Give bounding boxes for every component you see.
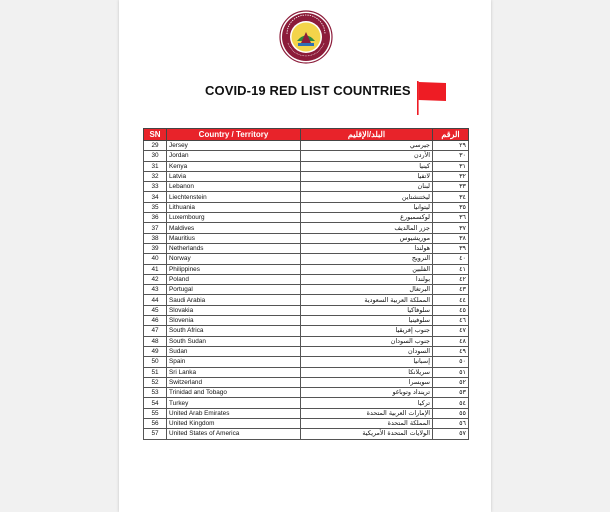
row-sn: 50: [144, 357, 167, 367]
row-sn: 32: [144, 171, 167, 181]
row-country-ar: ليختنشتاين: [301, 192, 433, 202]
table-row: [144, 408, 469, 418]
row-sn: 38: [144, 233, 167, 243]
row-num-ar: ٤٨: [433, 336, 469, 346]
table-row: [144, 171, 469, 181]
table-row: [144, 243, 469, 253]
row-num-ar: ٤٠: [433, 254, 469, 264]
row-country-ar: سلوفاكيا: [301, 305, 433, 315]
row-country-ar: البرتغال: [301, 285, 433, 295]
row-num-ar: ٣٤: [433, 192, 469, 202]
row-country: Sudan: [167, 346, 301, 356]
row-country: Slovenia: [167, 316, 301, 326]
row-sn: 42: [144, 274, 167, 284]
table-row: [144, 213, 469, 223]
row-num-ar: ٥٦: [433, 419, 469, 429]
table-row: [144, 388, 469, 398]
row-num-ar: ٣٣: [433, 182, 469, 192]
table-row: [144, 285, 469, 295]
table-row: [144, 141, 469, 151]
row-sn: 37: [144, 223, 167, 233]
table-row: [144, 377, 469, 387]
row-country-ar: جنوب إفريقيا: [301, 326, 433, 336]
row-country: Luxembourg: [167, 213, 301, 223]
table-row: [144, 326, 469, 336]
row-country: South Africa: [167, 326, 301, 336]
row-country-ar: سلوفينيا: [301, 316, 433, 326]
table-row: [144, 398, 469, 408]
row-sn: 48: [144, 336, 167, 346]
row-num-ar: ٣١: [433, 161, 469, 171]
row-country-ar: لبنان: [301, 182, 433, 192]
row-num-ar: ٥٢: [433, 377, 469, 387]
row-num-ar: ٤١: [433, 264, 469, 274]
table-row: [144, 233, 469, 243]
row-sn: 49: [144, 346, 167, 356]
header-country-ar: البلد/الإقليم: [301, 129, 433, 141]
row-country: Jersey: [167, 141, 301, 151]
row-country-ar: موريشيوس: [301, 233, 433, 243]
row-country: Switzerland: [167, 377, 301, 387]
row-num-ar: ٥٣: [433, 388, 469, 398]
red-list-table: [143, 128, 469, 440]
row-num-ar: ٣٨: [433, 233, 469, 243]
row-country-ar: لاتفيا: [301, 171, 433, 181]
row-sn: 34: [144, 192, 167, 202]
row-country-ar: تركيا: [301, 398, 433, 408]
row-sn: 56: [144, 419, 167, 429]
row-sn: 31: [144, 161, 167, 171]
row-country-ar: المملكة العربية السعودية: [301, 295, 433, 305]
row-country: Lithuania: [167, 202, 301, 212]
row-country: Trinidad and Tobago: [167, 388, 301, 398]
header-sn: SN: [144, 129, 167, 141]
row-sn: 40: [144, 254, 167, 264]
row-sn: 53: [144, 388, 167, 398]
row-country-ar: بولندا: [301, 274, 433, 284]
row-country: Spain: [167, 357, 301, 367]
row-country-ar: هولندا: [301, 243, 433, 253]
row-num-ar: ٣٦: [433, 213, 469, 223]
row-num-ar: ٤٧: [433, 326, 469, 336]
row-country-ar: جيرسي: [301, 141, 433, 151]
row-country-ar: الأردن: [301, 151, 433, 161]
page-title: COVID-19 RED LIST COUNTRIES: [205, 83, 411, 98]
row-country: Netherlands: [167, 243, 301, 253]
row-sn: 39: [144, 243, 167, 253]
row-country: Slovakia: [167, 305, 301, 315]
row-country-ar: كينيا: [301, 161, 433, 171]
row-sn: 41: [144, 264, 167, 274]
row-num-ar: ٥٧: [433, 429, 469, 439]
row-sn: 43: [144, 285, 167, 295]
row-sn: 36: [144, 213, 167, 223]
row-country: Sri Lanka: [167, 367, 301, 377]
row-country-ar: ترينداد وتوباغو: [301, 388, 433, 398]
row-country: Philippines: [167, 264, 301, 274]
table-row: [144, 274, 469, 284]
row-country: United Kingdom: [167, 419, 301, 429]
row-sn: 29: [144, 141, 167, 151]
table-row: [144, 367, 469, 377]
table-row: [144, 357, 469, 367]
row-num-ar: ٥٥: [433, 408, 469, 418]
row-country-ar: سويسرا: [301, 377, 433, 387]
table-row: [144, 192, 469, 202]
row-country: Saudi Arabia: [167, 295, 301, 305]
row-sn: 55: [144, 408, 167, 418]
row-num-ar: ٤٢: [433, 274, 469, 284]
table-row: [144, 305, 469, 315]
row-sn: 51: [144, 367, 167, 377]
row-country: United Arab Emirates: [167, 408, 301, 418]
row-num-ar: ٣٢: [433, 171, 469, 181]
table-header-row: [144, 129, 469, 141]
row-country-ar: السودان: [301, 346, 433, 356]
row-country-ar: ليتوانيا: [301, 202, 433, 212]
row-num-ar: ٤٥: [433, 305, 469, 315]
table-row: [144, 295, 469, 305]
row-sn: 33: [144, 182, 167, 192]
table-row: [144, 316, 469, 326]
row-country-ar: لوكسمبورغ: [301, 213, 433, 223]
row-sn: 52: [144, 377, 167, 387]
table-row: [144, 346, 469, 356]
row-num-ar: ٥٤: [433, 398, 469, 408]
table-row: [144, 202, 469, 212]
table-row: [144, 182, 469, 192]
row-country: South Sudan: [167, 336, 301, 346]
row-country: Norway: [167, 254, 301, 264]
table-row: [144, 161, 469, 171]
row-country: Kenya: [167, 161, 301, 171]
row-num-ar: ٤٤: [433, 295, 469, 305]
row-num-ar: ٣٩: [433, 243, 469, 253]
row-num-ar: ٣٥: [433, 202, 469, 212]
row-country-ar: سريلانكا: [301, 367, 433, 377]
red-flag-icon: [417, 81, 447, 115]
header-country: Country / Territory: [167, 129, 301, 141]
row-sn: 57: [144, 429, 167, 439]
header-num-ar: الرقم: [433, 129, 469, 141]
row-country: Poland: [167, 274, 301, 284]
row-country: Liechtenstein: [167, 192, 301, 202]
row-country-ar: جزر المالديف: [301, 223, 433, 233]
row-country: Latvia: [167, 171, 301, 181]
row-sn: 45: [144, 305, 167, 315]
row-country-ar: إسبانيا: [301, 357, 433, 367]
table-row: [144, 429, 469, 439]
table-row: [144, 419, 469, 429]
row-num-ar: ٤٣: [433, 285, 469, 295]
row-country: Lebanon: [167, 182, 301, 192]
row-country-ar: النرويج: [301, 254, 433, 264]
row-num-ar: ٥٠: [433, 357, 469, 367]
row-sn: 47: [144, 326, 167, 336]
row-country-ar: الفلبين: [301, 264, 433, 274]
row-num-ar: ٤٦: [433, 316, 469, 326]
table-row: [144, 264, 469, 274]
row-num-ar: ٣٠: [433, 151, 469, 161]
row-country: Maldives: [167, 223, 301, 233]
row-num-ar: ٣٧: [433, 223, 469, 233]
table-row: [144, 336, 469, 346]
row-country: Jordan: [167, 151, 301, 161]
row-country-ar: الولايات المتحدة الأمريكية: [301, 429, 433, 439]
table-row: [144, 151, 469, 161]
row-num-ar: ٥١: [433, 367, 469, 377]
row-country-ar: الإمارات العربية المتحدة: [301, 408, 433, 418]
row-sn: 44: [144, 295, 167, 305]
table-row: [144, 223, 469, 233]
row-country-ar: جنوب السودان: [301, 336, 433, 346]
row-country: Mauritius: [167, 233, 301, 243]
row-num-ar: ٢٩: [433, 141, 469, 151]
row-country: Portugal: [167, 285, 301, 295]
row-sn: 30: [144, 151, 167, 161]
row-num-ar: ٤٩: [433, 346, 469, 356]
table-row: [144, 254, 469, 264]
ministry-seal-logo: [279, 10, 333, 64]
row-sn: 46: [144, 316, 167, 326]
row-sn: 35: [144, 202, 167, 212]
document-page: [119, 0, 491, 512]
row-sn: 54: [144, 398, 167, 408]
row-country: Turkey: [167, 398, 301, 408]
row-country: United States of America: [167, 429, 301, 439]
row-country-ar: المملكة المتحدة: [301, 419, 433, 429]
